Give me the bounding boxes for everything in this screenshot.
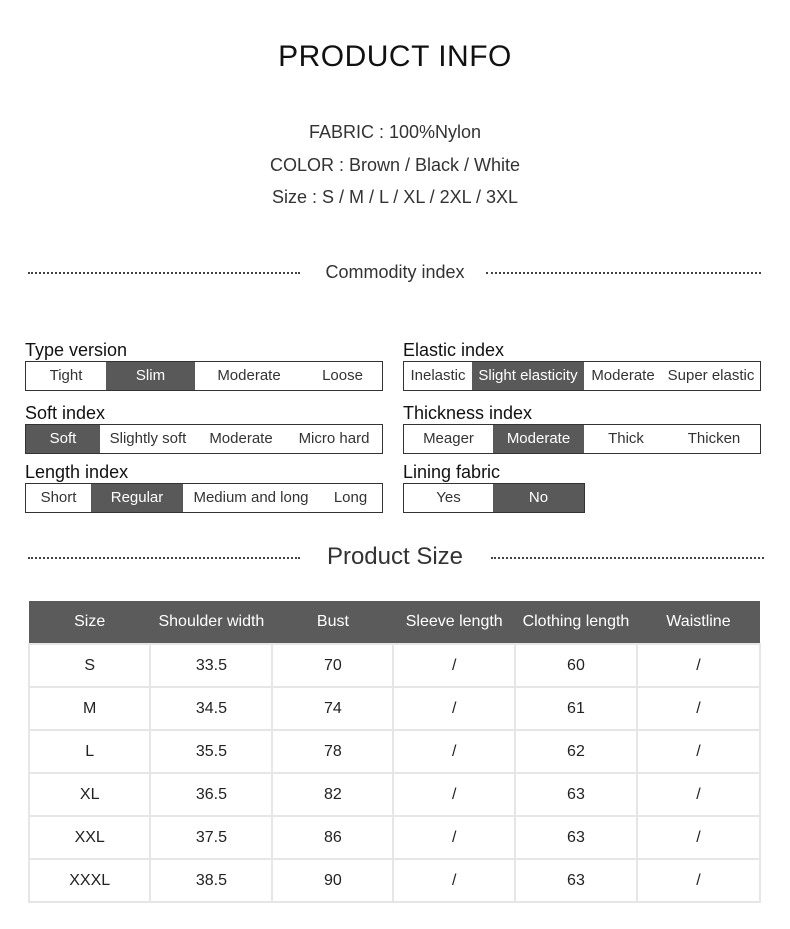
commodity-index-heading — [0, 257, 790, 287]
table-cell: 34.5 — [150, 687, 272, 730]
table-cell: S — [29, 644, 150, 687]
lining-fabric-index — [403, 461, 585, 513]
table-cell: M — [29, 687, 150, 730]
option-inelastic: Inelastic — [410, 367, 466, 384]
table-cell: 63 — [515, 859, 637, 902]
column-header: Waistline — [637, 601, 760, 644]
table-cell: 33.5 — [150, 644, 272, 687]
index-title: Elastic index — [403, 340, 505, 360]
option-slight-elasticity: Slight elasticity — [472, 362, 584, 390]
table-cell: / — [393, 687, 515, 730]
table-cell: / — [637, 730, 760, 773]
option-loose: Loose — [322, 367, 363, 384]
table-cell: 38.5 — [150, 859, 272, 902]
color-info: COLOR : Brown / Black / White — [269, 155, 521, 175]
divider — [491, 557, 764, 559]
index-title: Type version — [25, 340, 128, 360]
table-cell: / — [637, 644, 760, 687]
table-cell: / — [637, 773, 760, 816]
table-cell: 60 — [515, 644, 637, 687]
table-row — [29, 859, 760, 902]
table-cell: 70 — [272, 644, 393, 687]
table-header-row — [29, 601, 760, 644]
table-cell: L — [29, 730, 150, 773]
option-meager: Meager — [423, 430, 474, 447]
table-cell: / — [393, 859, 515, 902]
option-moderate: Moderate — [493, 425, 584, 453]
divider — [486, 272, 761, 274]
option-soft: Soft — [26, 425, 100, 453]
table-cell: XL — [29, 773, 150, 816]
type-version-index — [25, 339, 383, 391]
option-yes: Yes — [436, 489, 461, 506]
column-header: Sleeve length — [393, 601, 515, 644]
thickness-options — [403, 424, 761, 454]
table-cell: 74 — [272, 687, 393, 730]
size-info: Size : S / M / L / XL / 2XL / 3XL — [271, 187, 519, 207]
type-version-options — [25, 361, 383, 391]
fabric-info: FABRIC : 100%Nylon — [308, 122, 482, 142]
elastic-index — [403, 339, 761, 391]
table-cell: / — [393, 816, 515, 859]
table-row — [29, 773, 760, 816]
table-cell: 36.5 — [150, 773, 272, 816]
index-title: Lining fabric — [403, 462, 501, 482]
table-cell: 63 — [515, 816, 637, 859]
table-row — [29, 644, 760, 687]
length-options — [25, 483, 383, 513]
option-micro-hard: Micro hard — [298, 430, 370, 447]
option-slightly-soft: Slightly soft — [109, 430, 187, 447]
index-title: Soft index — [25, 403, 106, 423]
option-moderate: Moderate — [209, 430, 273, 447]
length-index — [25, 461, 383, 513]
index-title: Length index — [25, 462, 129, 482]
table-cell: / — [393, 773, 515, 816]
size-table — [28, 601, 761, 903]
table-cell: XXXL — [29, 859, 150, 902]
lining-options — [403, 483, 585, 513]
table-cell: 78 — [272, 730, 393, 773]
table-cell: / — [637, 859, 760, 902]
option-medium-and-long: Medium and long — [193, 489, 309, 506]
commodity-index-label: Commodity index — [325, 262, 465, 282]
soft-options — [25, 424, 383, 454]
column-header: Bust — [272, 601, 393, 644]
table-cell: / — [637, 687, 760, 730]
table-cell: / — [637, 816, 760, 859]
option-super-elastic: Super elastic — [667, 367, 755, 384]
product-size-label: Product Size — [326, 543, 464, 570]
index-title: Thickness index — [403, 403, 533, 423]
option-regular: Regular — [91, 484, 183, 512]
table-cell: 90 — [272, 859, 393, 902]
table-row — [29, 687, 760, 730]
table-cell: 63 — [515, 773, 637, 816]
column-header: Clothing length — [515, 601, 637, 644]
option-moderate: Moderate — [591, 367, 655, 384]
thickness-index — [403, 402, 761, 454]
table-cell: / — [393, 730, 515, 773]
option-no: No — [493, 484, 584, 512]
soft-index — [25, 402, 383, 454]
option-thicken: Thicken — [687, 430, 741, 447]
option-short: Short — [40, 489, 77, 506]
table-cell: 82 — [272, 773, 393, 816]
table-cell: / — [393, 644, 515, 687]
page-title: PRODUCT INFO — [278, 40, 512, 73]
table-row — [29, 730, 760, 773]
column-header: Size — [29, 601, 150, 644]
column-header: Shoulder width — [150, 601, 272, 644]
option-tight: Tight — [49, 367, 83, 384]
table-cell: 61 — [515, 687, 637, 730]
option-moderate: Moderate — [217, 367, 281, 384]
table-cell: XXL — [29, 816, 150, 859]
option-long: Long — [333, 489, 368, 506]
table-cell: 86 — [272, 816, 393, 859]
elastic-options — [403, 361, 761, 391]
table-cell: 35.5 — [150, 730, 272, 773]
table-cell: 37.5 — [150, 816, 272, 859]
option-thick: Thick — [608, 430, 644, 447]
table-cell: 62 — [515, 730, 637, 773]
product-size-heading — [0, 542, 790, 572]
option-slim: Slim — [106, 362, 195, 390]
table-row — [29, 816, 760, 859]
